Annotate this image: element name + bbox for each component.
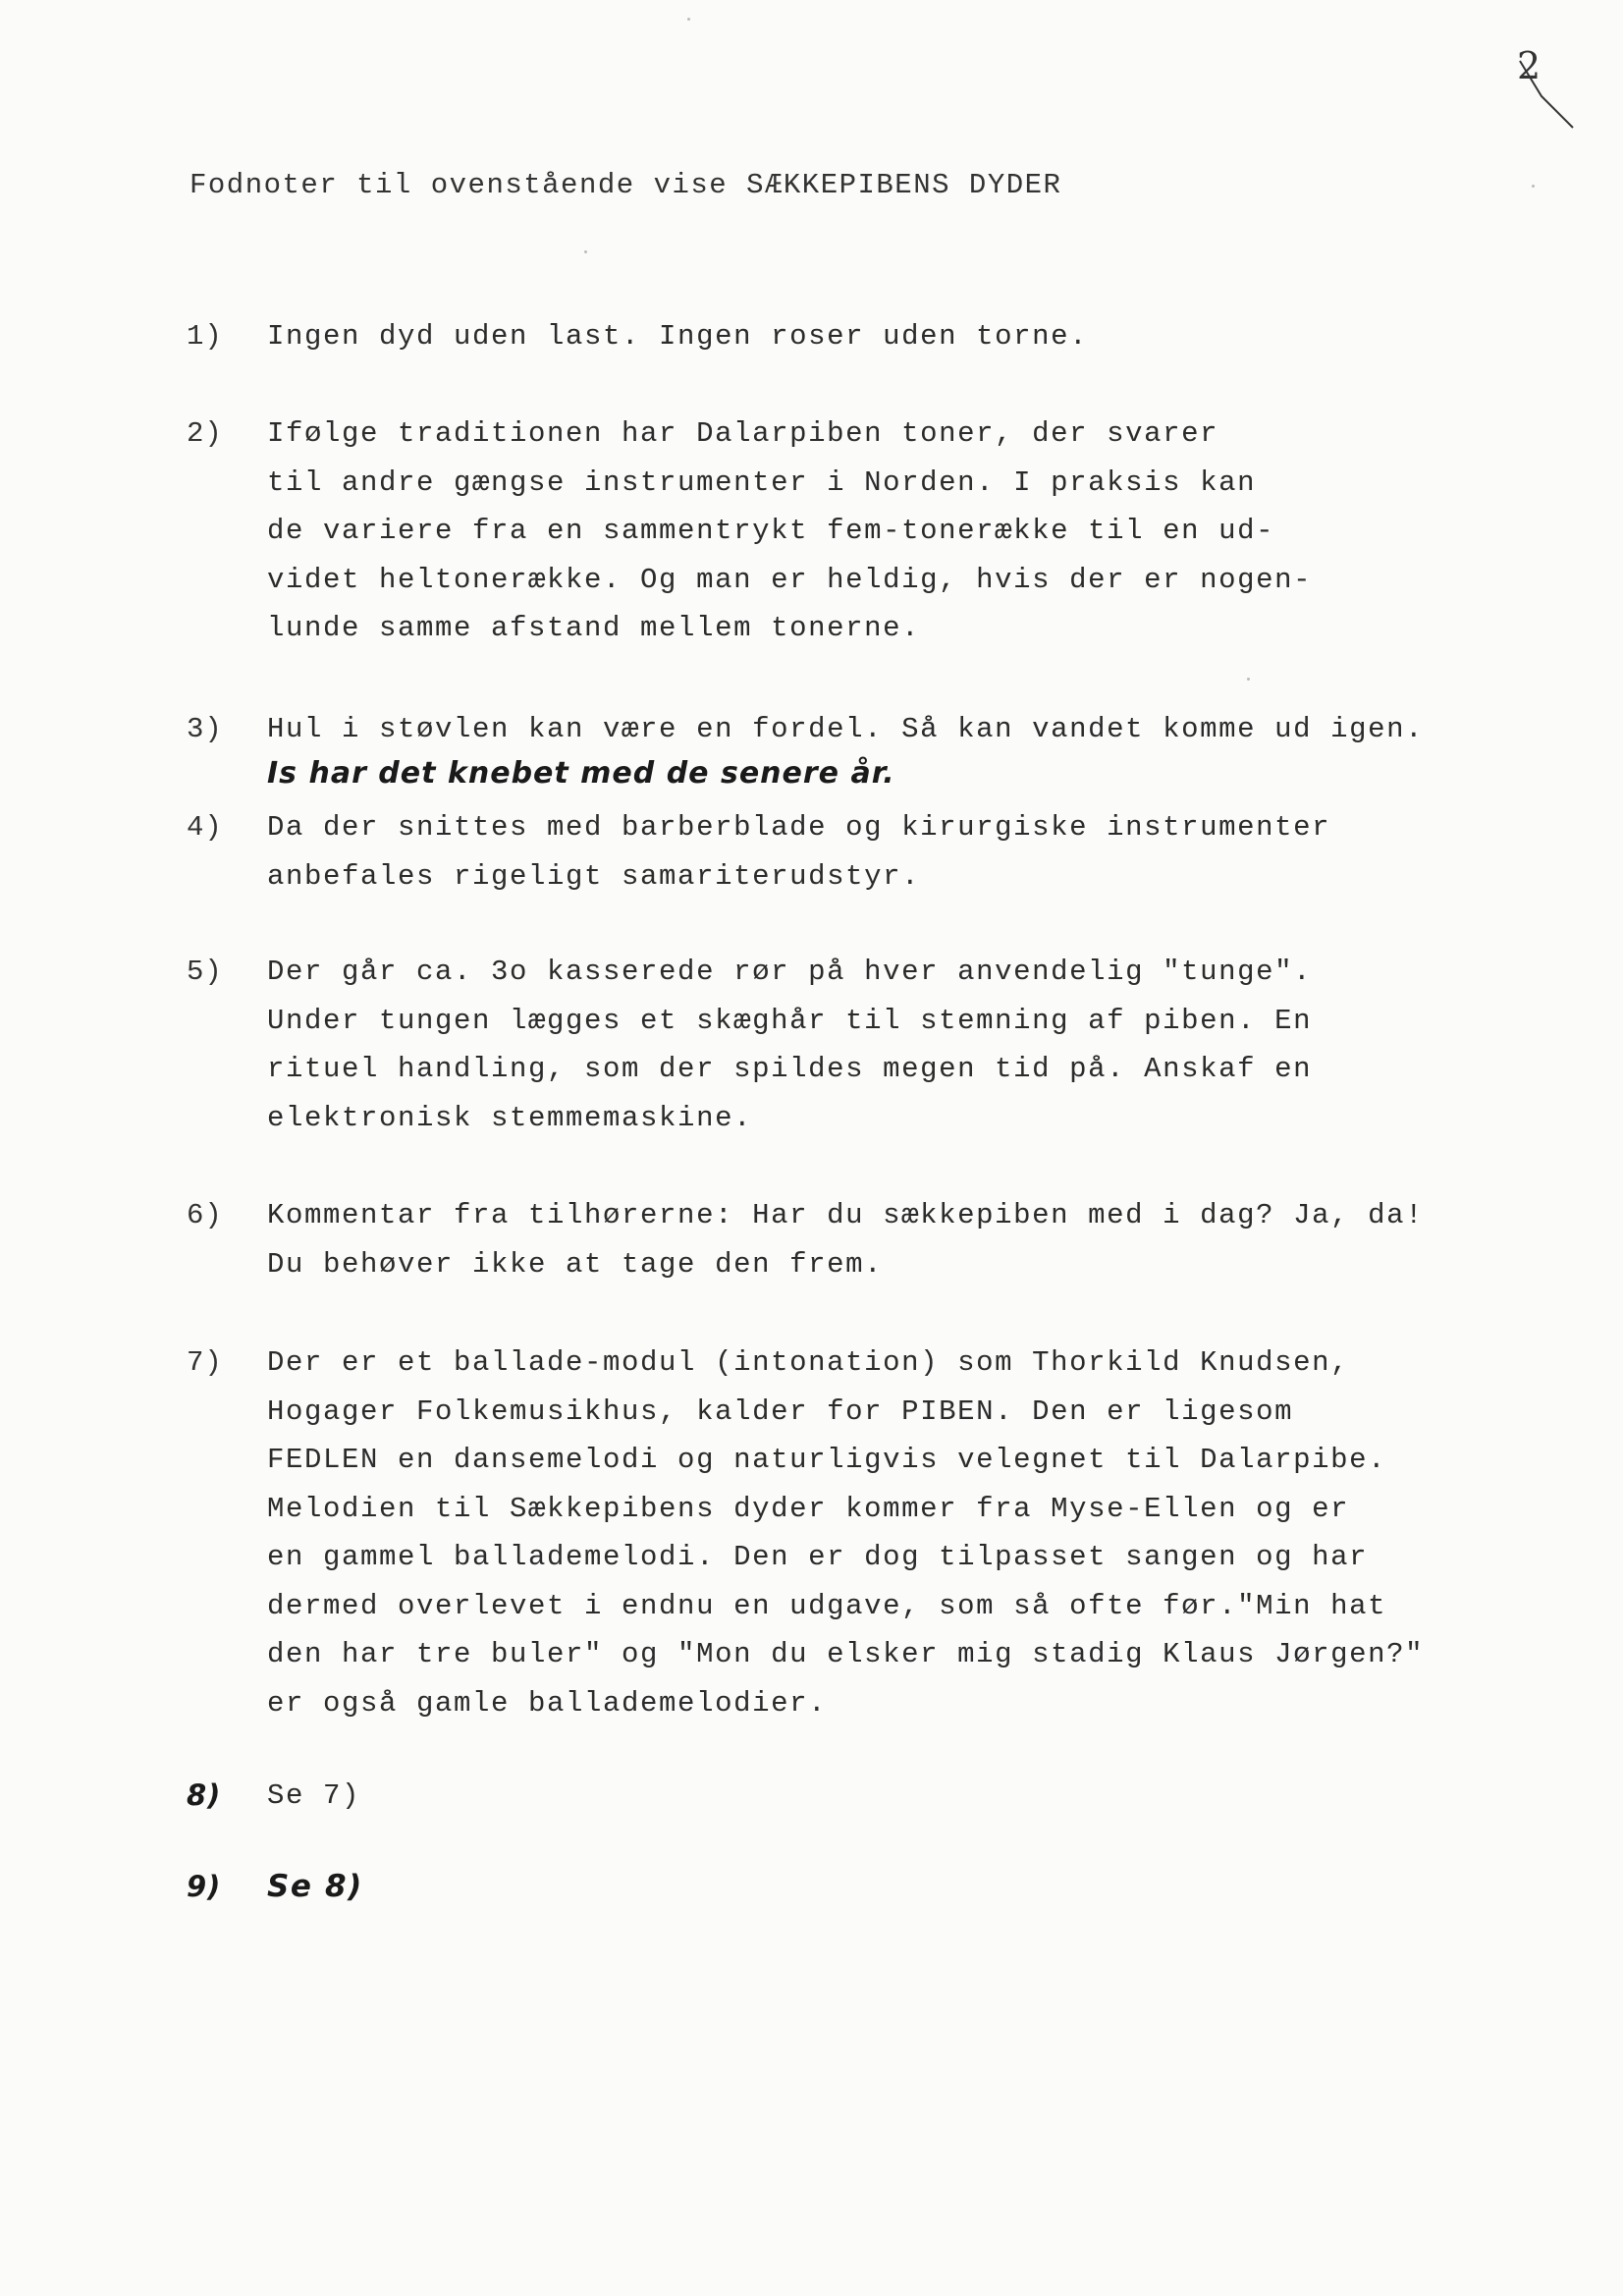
text-line: Under tungen lægges et skæghår til stemning af piben. En [267, 1004, 1313, 1037]
footnote-number: 9) [187, 1870, 222, 1903]
footnote-number: 7) [187, 1346, 223, 1379]
text-line: Ingen dyd uden last. Ingen roser uden torne. [267, 320, 1089, 353]
text-line: Hul i støvlen kan være en fordel. Så kan vandet komme ud igen. [267, 713, 1425, 745]
text-line: til andre gængse instrumenter i Norden. I praksis kan [267, 465, 1257, 499]
text-line: Se 7) [267, 1779, 361, 1812]
footnote-number: 3) [187, 713, 223, 745]
text-line: Der går ca. 3o kasserede rør på hver anvendelig "tunge". [267, 956, 1313, 988]
text-line: Ifølge traditionen har Dalarpiben toner, der svarer [267, 417, 1219, 450]
footnote-text [267, 1863, 1543, 1912]
footnote-number: 1) [187, 320, 223, 353]
text-line: FEDLEN en dansemelodi og naturligvis velegnet til Dalarpibe. [267, 1444, 1387, 1476]
scan-speck [584, 250, 587, 253]
text-line: Du behøver ikke at tage den frem. [267, 1247, 884, 1281]
text-line: elektronisk stemmemaskine. [267, 1101, 753, 1134]
text-line: Da der snittes med barberblade og kirurgiske instrumenter [267, 811, 1331, 844]
page-number: 2 [1517, 44, 1542, 87]
text-line: de variere fra en sammentrykt fem-tonerække til en ud- [267, 515, 1275, 547]
footnote-text [267, 1191, 1543, 1288]
text-line: Kommentar fra tilhørerne: Har du sækkepiben med i dag? Ja, da! [267, 1199, 1425, 1231]
footnote-text [267, 948, 1543, 1142]
text-line: Hogager Folkemusikhus, kalder for PIBEN. Den er ligesom [267, 1394, 1294, 1428]
text-line: dermed overlevet i endnu en udgave, som så ofte før."Min hat [267, 1589, 1387, 1622]
footnote-text [267, 803, 1543, 901]
footnote-text [267, 410, 1543, 653]
text-line: Se 8) [267, 1869, 363, 1904]
footnote-number: 6) [187, 1199, 223, 1231]
text-line: Melodien til Sækkepibens dyder kommer fra Myse-Ellen og er [267, 1492, 1350, 1525]
text-line: den har tre buler" og "Mon du elsker mig stadig Klaus Jørgen?" [267, 1638, 1425, 1670]
text-line: en gammel ballademelodi. Den er dog tilpasset sangen og har [267, 1541, 1369, 1573]
text-line: anbefales rigeligt samariterudstyr. [267, 859, 921, 893]
text-line: er også gamle ballademelodier. [267, 1686, 828, 1720]
handwritten-note: Is har det knebet med de senere år. [267, 755, 895, 791]
footnote-text [267, 312, 1543, 361]
text-line: lunde samme afstand mellem tonerne. [267, 612, 921, 644]
text-line: Der er et ballade-modul (intonation) som Thorkild Knudsen, [267, 1346, 1350, 1379]
footnote-number: 2) [187, 417, 223, 450]
document-heading: Fodnoter til ovenstående vise SÆKKEPIBENS DYDER [189, 169, 1062, 201]
footnote-number: 5) [187, 956, 223, 988]
text-line: videt heltonerække. Og man er heldig, hvis der er nogen- [267, 563, 1313, 596]
scan-speck [1532, 185, 1535, 188]
footnote-text [267, 1339, 1543, 1727]
footnote-number: 4) [187, 811, 223, 844]
footnote-text [267, 1772, 1543, 1821]
text-line: rituel handling, som der spildes megen tid på. Anskaf en [267, 1053, 1313, 1085]
scan-speck [1247, 678, 1250, 681]
page-corner-stroke [1512, 49, 1591, 137]
footnote-text [267, 705, 1543, 793]
scan-speck [687, 18, 690, 21]
footnote-number: 8) [187, 1778, 222, 1812]
